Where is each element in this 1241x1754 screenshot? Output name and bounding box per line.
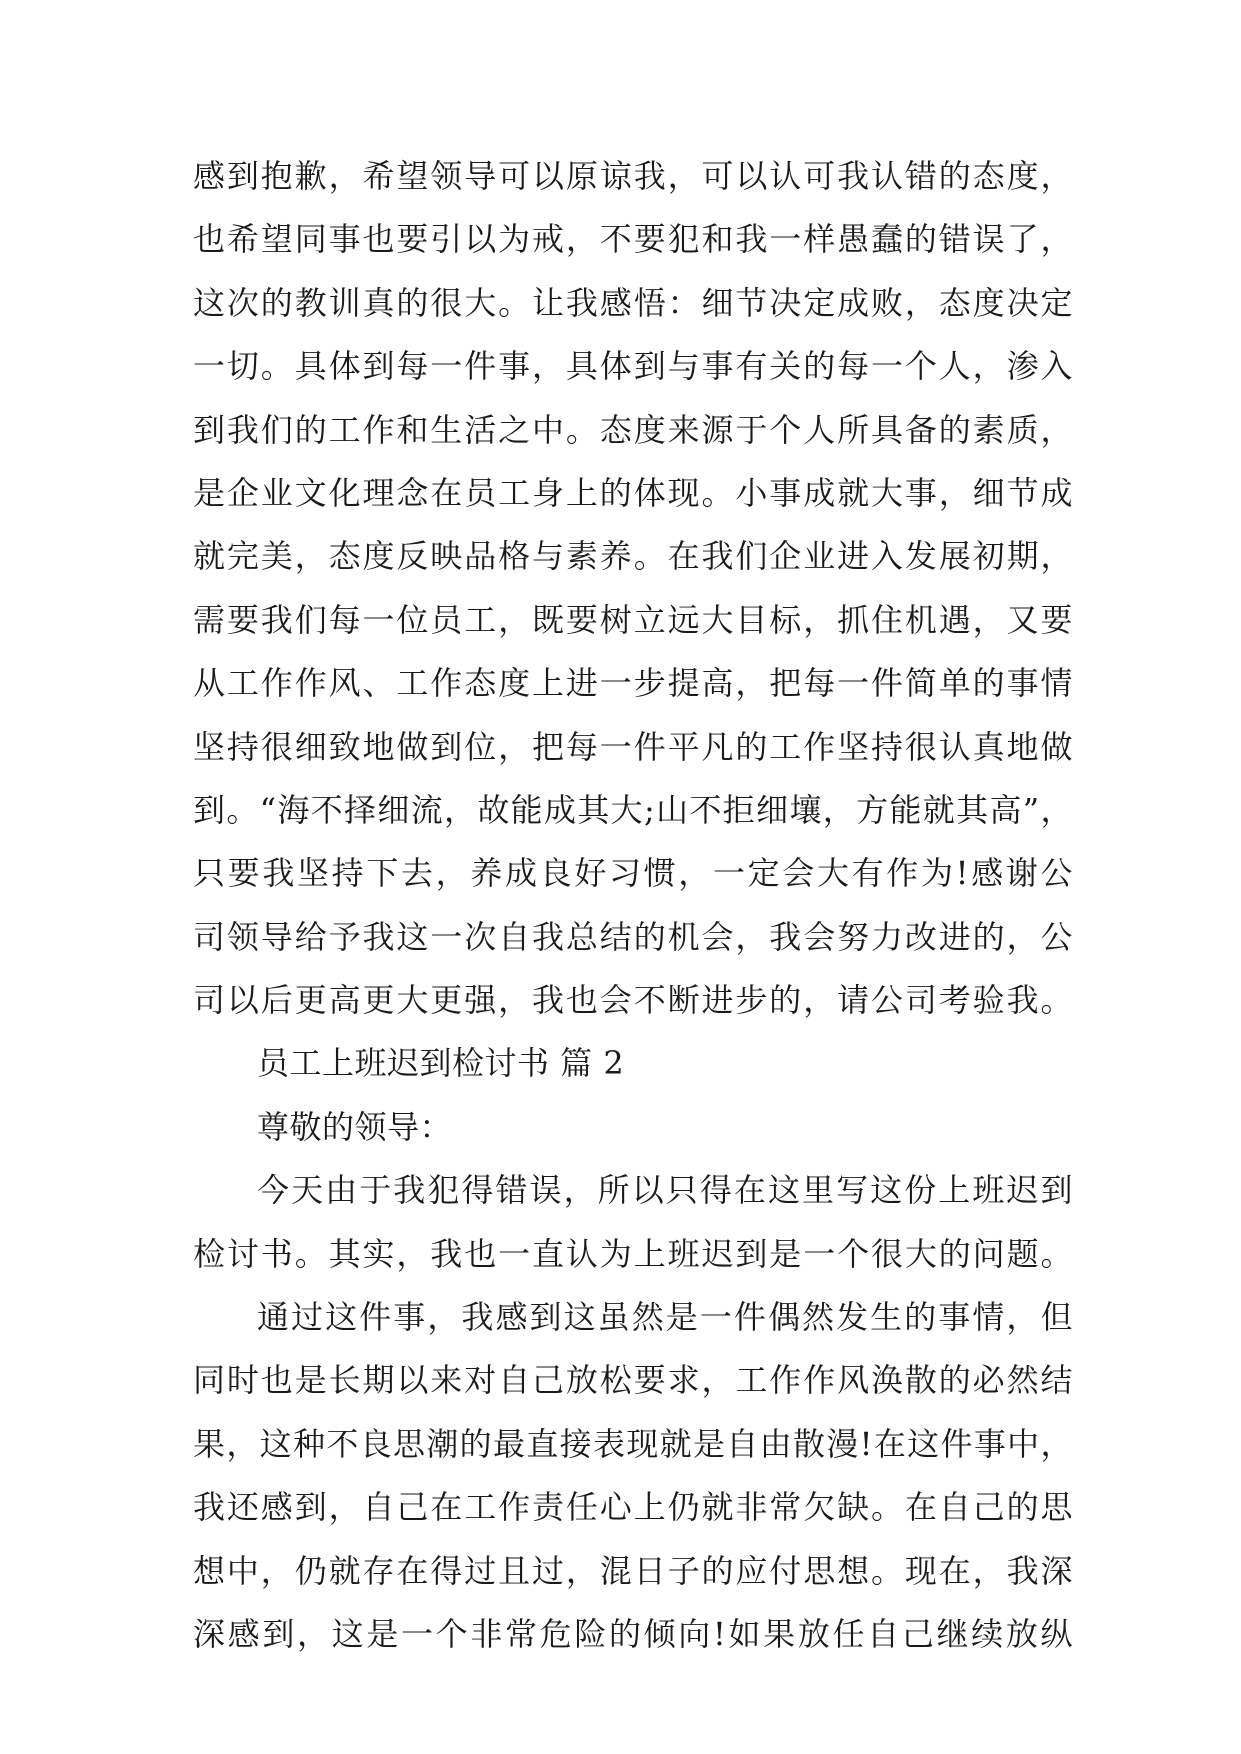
- text-line: 深感到，这是一个非常危险的倾向!如果放任自己继续放纵: [193, 1614, 1073, 1653]
- text-line: 一切。具体到每一件事，具体到与事有关的每一个人，渗入: [193, 347, 1073, 386]
- text-line: 尊敬的领导：: [257, 1107, 453, 1146]
- text-line: 检讨书。其实，我也一直认为上班迟到是一个很大的问题。: [193, 1234, 1073, 1273]
- text-line: 需要我们每一位员工，既要树立远大目标，抓住机遇，又要: [193, 600, 1073, 639]
- text-line: 从工作作风、工作态度上进一步提高，把每一件简单的事情: [193, 664, 1073, 703]
- text-line: 司领导给予我这一次自我总结的机会，我会努力改进的，公: [193, 917, 1073, 956]
- text-line: 想中，仍就存在得过且过，混日子的应付思想。现在，我深: [193, 1551, 1073, 1590]
- text-line: 只要我坚持下去，养成良好习惯，一定会大有作为!感谢公: [193, 854, 1073, 893]
- text-line: 就完美，态度反映品格与素养。在我们企业进入发展初期，: [193, 537, 1073, 576]
- text-line: 到我们的工作和生活之中。态度来源于个人所具备的素质，: [193, 410, 1073, 449]
- text-line: 果，这种不良思潮的最直接表现就是自由散漫!在这件事中，: [193, 1424, 1073, 1463]
- text-line: 是企业文化理念在员工身上的体现。小事成就大事，细节成: [193, 473, 1073, 512]
- text-line: 通过这件事，我感到这虽然是一件偶然发生的事情，但: [257, 1298, 1073, 1337]
- text-line: 也希望同事也要引以为戒，不要犯和我一样愚蠢的错误了，: [193, 220, 1073, 259]
- text-line: 我还感到，自己在工作责任心上仍就非常欠缺。在自己的思: [193, 1488, 1073, 1527]
- text-line: 今天由于我犯得错误，所以只得在这里写这份上班迟到: [257, 1171, 1073, 1210]
- text-line: 感到抱歉，希望领导可以原谅我，可以认可我认错的态度，: [193, 157, 1073, 195]
- text-line: 坚持很细致地做到位，把每一件平凡的工作坚持很认真地做: [193, 727, 1073, 766]
- text-line: 这次的教训真的很大。让我感悟：细节决定成败，态度决定: [193, 283, 1073, 322]
- document-body: [193, 145, 1073, 1666]
- text-line: 同时也是长期以来对自己放松要求，工作作风涣散的必然结: [193, 1361, 1073, 1400]
- text-line: 员工上班迟到检讨书 篇 2: [257, 1044, 625, 1083]
- text-line: 到。“海不择细流，故能成其大;山不拒细壤，方能就其高”，: [193, 790, 1073, 829]
- text-line: 司以后更高更大更强，我也会不断进步的，请公司考验我。: [193, 981, 1073, 1020]
